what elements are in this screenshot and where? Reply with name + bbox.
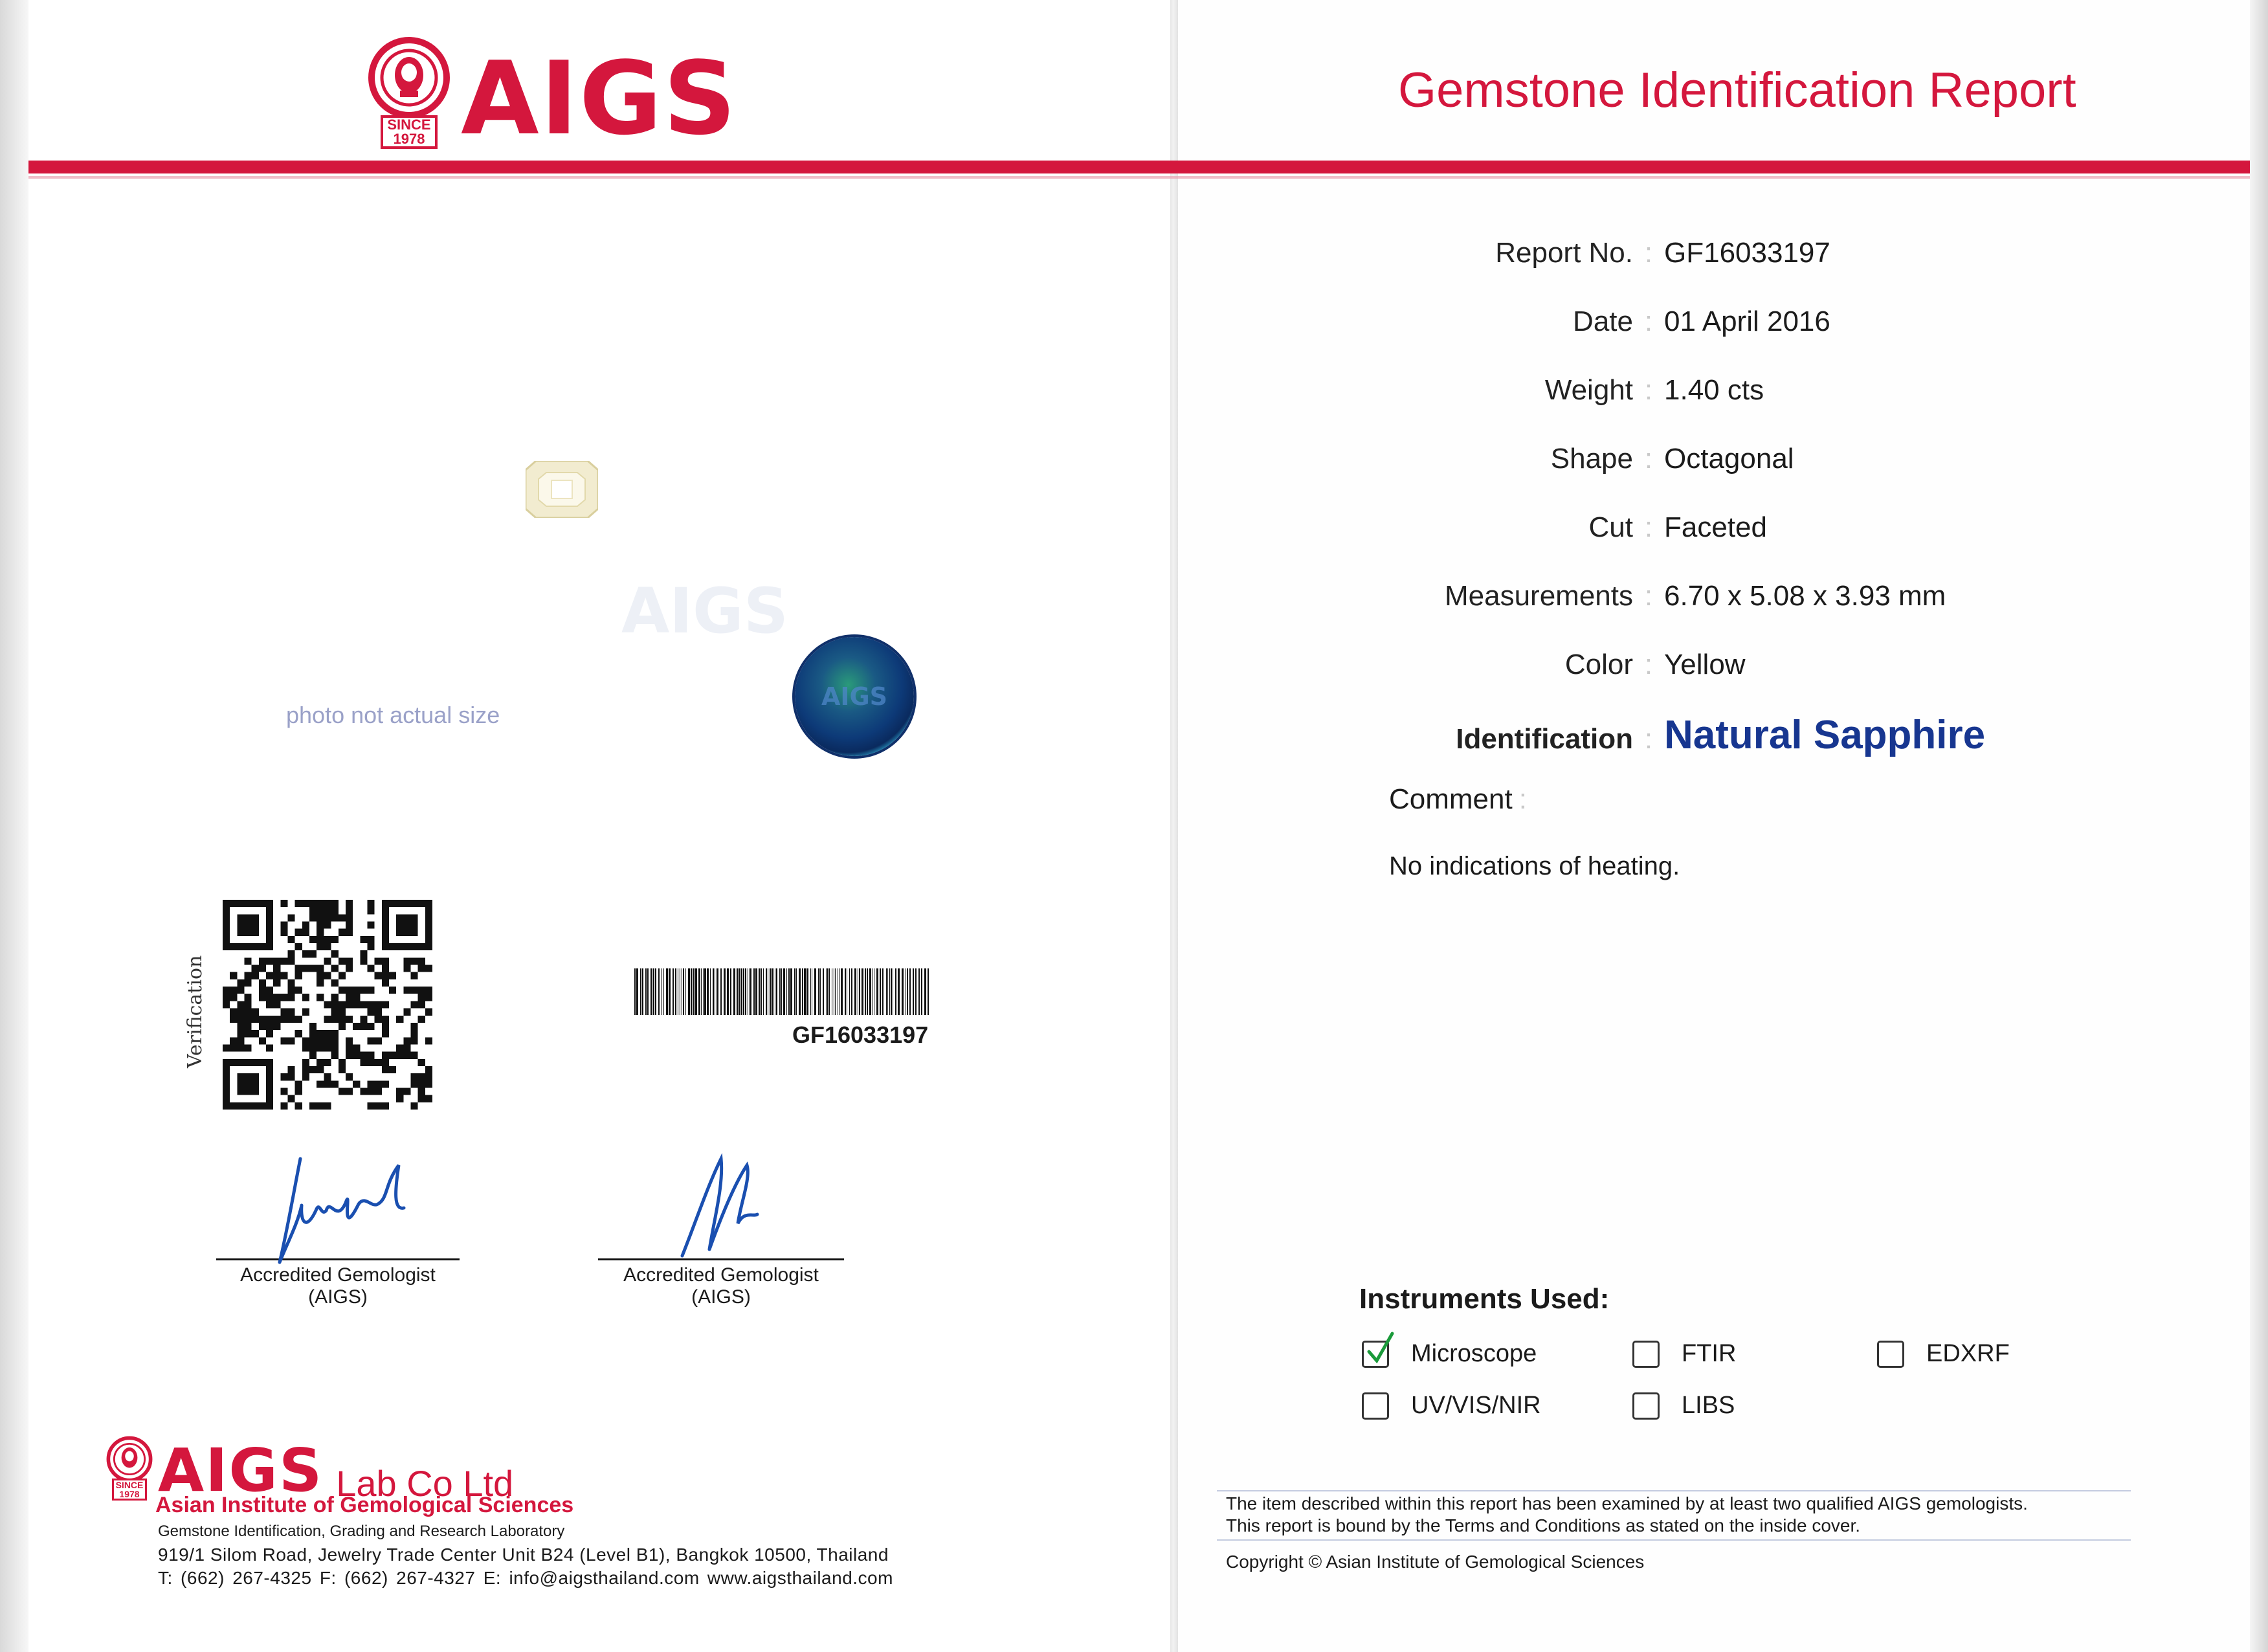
field-label: Weight: [1544, 374, 1633, 406]
instrument-uvvisnir: [1362, 1392, 1541, 1420]
instrument-libs: [1632, 1392, 1735, 1420]
checkmark-icon: [1366, 1330, 1395, 1363]
field-separator: :: [1644, 649, 1653, 680]
signature-org: (AIGS): [691, 1286, 751, 1308]
disclaimer-line-1: The item described within this report has been examined by at least two qualified AIGS gemologists.: [1226, 1493, 2028, 1513]
instrument-label: UV/VIS/NIR: [1411, 1392, 1541, 1419]
left-edge-shadow: [0, 0, 28, 1652]
instrument-ftir: [1632, 1340, 1736, 1368]
field-report-no: [1346, 237, 2188, 269]
instruments-title: Instruments Used:: [1359, 1283, 1610, 1315]
header-logo: [368, 36, 738, 157]
field-label: Measurements: [1444, 580, 1633, 612]
barcode-icon: [634, 968, 932, 1015]
comment-label: Comment: [1389, 783, 1513, 815]
field-shape: [1346, 443, 2188, 475]
header-red-rule-shadow: [28, 176, 2250, 179]
aigs-emblem-icon: [106, 1436, 153, 1501]
disclaimer-line-2: This report is bound by the Terms and Conditions as stated on the inside cover.: [1226, 1515, 1861, 1535]
instrument-label: LIBS: [1682, 1392, 1735, 1419]
field-value: Faceted: [1664, 511, 1767, 543]
institute-name: Asian Institute of Gemological Sciences: [155, 1493, 574, 1517]
instrument-label: Microscope: [1411, 1340, 1537, 1367]
since-year: 1978: [119, 1489, 140, 1499]
header-red-rule: [28, 161, 2250, 173]
since-label: SINCE: [115, 1480, 144, 1490]
footer-lab-suffix: Lab Co Ltd: [336, 1463, 514, 1504]
field-date: [1346, 306, 2188, 338]
field-label: Color: [1564, 649, 1633, 680]
copyright: Copyright © Asian Institute of Gemological Sciences: [1226, 1552, 1645, 1572]
footer-logo: [106, 1436, 514, 1505]
barcode-number: GF16033197: [792, 1021, 929, 1048]
comment-row: [1389, 783, 1527, 816]
signature-1: [261, 1146, 430, 1275]
since-year: 1978: [393, 131, 425, 147]
aigs-emblem-icon: [368, 36, 450, 149]
since-badge: [381, 115, 437, 149]
report-title: Gemstone Identification Report: [1398, 63, 2076, 118]
since-badge: [112, 1479, 148, 1501]
disclaimer-divider: [1217, 1539, 2131, 1541]
institute-address: 919/1 Silom Road, Jewelry Trade Center Unit B24 (Level B1), Bangkok 10500, Thailand: [158, 1545, 889, 1565]
field-separator: :: [1518, 783, 1527, 815]
hologram-text: AIGS: [821, 682, 888, 711]
field-separator: :: [1644, 306, 1653, 337]
since-label: SINCE: [387, 117, 431, 133]
checkbox-ftir: [1632, 1341, 1660, 1368]
field-color: [1346, 649, 2188, 681]
field-value: 01 April 2016: [1664, 306, 1830, 337]
verification-label: Verification: [184, 955, 206, 1068]
signature-2: [663, 1146, 792, 1275]
signature-org: (AIGS): [308, 1286, 368, 1308]
identification-value: Natural Sapphire: [1664, 713, 1986, 757]
field-identification: [1346, 712, 2188, 758]
field-value: GF16033197: [1664, 237, 1830, 269]
gemstone-photo: [526, 461, 598, 518]
aigs-watermark: AIGS: [621, 575, 788, 647]
footer-brand-text: AIGS: [158, 1436, 324, 1505]
comment-text: No indications of heating.: [1389, 852, 1680, 880]
field-label: Report No.: [1495, 237, 1633, 269]
field-separator: :: [1644, 443, 1653, 474]
field-cut: [1346, 511, 2188, 544]
field-separator: :: [1644, 580, 1653, 612]
field-value: 6.70 x 5.08 x 3.93 mm: [1664, 580, 1946, 612]
checkbox-microscope: [1362, 1341, 1389, 1368]
signature-title: Accredited Gemologist: [240, 1264, 436, 1286]
checkbox-edxrf: [1877, 1341, 1904, 1368]
hologram-seal-icon: [795, 637, 914, 756]
signature-block-2: [598, 1258, 844, 1308]
field-separator: :: [1644, 237, 1653, 269]
right-edge-shadow: [2250, 0, 2268, 1652]
institute-contact: T: (662) 267-4325 F: (662) 267-4327 E: info@aigsthailand.com www.aigsthailand.com: [158, 1568, 893, 1588]
checkbox-libs: [1632, 1392, 1660, 1420]
checkbox-uvvisnir: [1362, 1392, 1389, 1420]
field-value: 1.40 cts: [1664, 374, 1764, 406]
signature-block-1: [216, 1258, 460, 1308]
institute-subtitle: Gemstone Identification, Grading and Research Laboratory: [158, 1523, 565, 1540]
field-value: Yellow: [1664, 649, 1746, 680]
instrument-microscope: [1362, 1340, 1537, 1368]
photo-note: photo not actual size: [286, 702, 500, 728]
field-label: Cut: [1588, 511, 1633, 543]
instrument-label: FTIR: [1682, 1340, 1737, 1367]
instrument-label: EDXRF: [1926, 1340, 2010, 1367]
disclaimer-divider: [1217, 1490, 2131, 1491]
field-label: Date: [1573, 306, 1633, 337]
instrument-edxrf: [1877, 1340, 2010, 1368]
qr-code-icon: [223, 900, 432, 1110]
field-separator: :: [1644, 723, 1653, 755]
field-label: Identification: [1456, 723, 1633, 755]
field-separator: :: [1644, 374, 1653, 406]
field-value: Octagonal: [1664, 443, 1794, 474]
field-weight: [1346, 374, 2188, 407]
page-fold: [1170, 0, 1178, 1652]
field-separator: :: [1644, 511, 1653, 543]
signature-title: Accredited Gemologist: [623, 1264, 819, 1286]
field-label: Shape: [1550, 443, 1633, 474]
field-measurements: [1346, 580, 2188, 612]
brand-logo-text: AIGS: [461, 39, 738, 157]
